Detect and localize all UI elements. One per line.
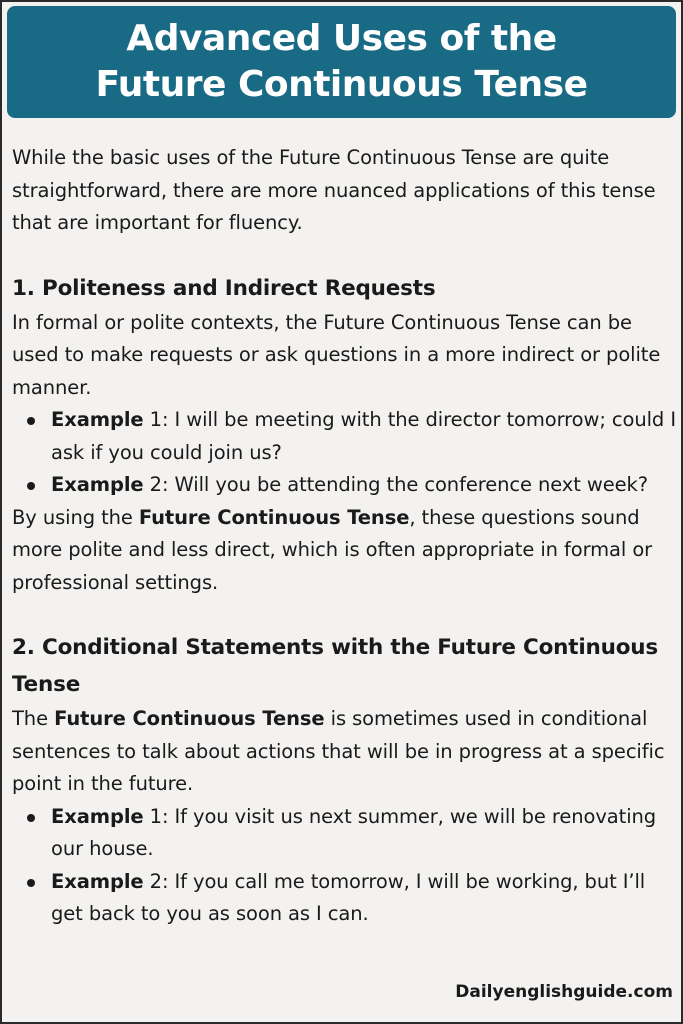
bullet-icon	[27, 482, 35, 490]
list-item	[12, 866, 676, 931]
list-item	[12, 469, 676, 502]
closing-text-after: , these questions sound more polite and less direct, which is often appropriate in formal or professional settings.	[12, 505, 653, 594]
site-watermark: Dailyenglishguide.com	[455, 982, 673, 1002]
page-title-line-2: Future Continuous Tense	[95, 64, 588, 105]
section2-body	[12, 703, 676, 801]
section1-closing	[12, 502, 676, 600]
body-text-after: is sometimes used in conditional sentences to talk about actions that will be in progress at a specific point in the future.	[12, 707, 665, 795]
section1-example-list	[12, 404, 676, 502]
article-content	[12, 142, 676, 931]
section1-body: In formal or polite contexts, the Future Continuous Tense can be used to make requests or ask questions in a more indirect or polite manner.	[12, 310, 661, 399]
section2-heading: 2. Conditional Statements with the Future Continuous Tense	[12, 635, 659, 697]
example-text: 1: I will be meeting with the director tomorrow; could I ask if you could join us?	[51, 408, 676, 464]
body-text-before: The	[12, 707, 55, 730]
example-text: 1: If you visit us next summer, we will be renovating our house.	[51, 804, 657, 860]
example-label: Example	[51, 473, 144, 496]
example-text: 2: If you call me tomorrow, I will be working, but I’ll get back to you as soon as I can.	[51, 869, 646, 925]
example-label: Example	[51, 869, 144, 893]
example-label: Example	[51, 408, 144, 431]
closing-text-before: By using the	[12, 505, 139, 529]
intro-paragraph: While the basic uses of the Future Continuous Tense are quite straightforward, there are more nuanced applications of this tense that are important for fluency.	[12, 146, 656, 234]
body-bold-term: Future Continuous Tense	[54, 707, 325, 730]
section2-example-list	[12, 801, 676, 931]
title-banner	[7, 6, 676, 118]
bullet-icon	[27, 814, 35, 822]
page-title-line-1: Advanced Uses of the	[126, 18, 557, 59]
bullet-icon	[27, 417, 35, 425]
section1-heading: 1. Politeness and Indirect Requests	[12, 275, 436, 301]
closing-bold-term: Future Continuous Tense	[138, 505, 410, 529]
list-item	[12, 404, 676, 469]
bullet-icon	[27, 879, 35, 887]
example-label: Example	[51, 804, 144, 828]
list-item	[12, 801, 676, 866]
example-text: 2: Will you be attending the conference next week?	[143, 473, 648, 496]
